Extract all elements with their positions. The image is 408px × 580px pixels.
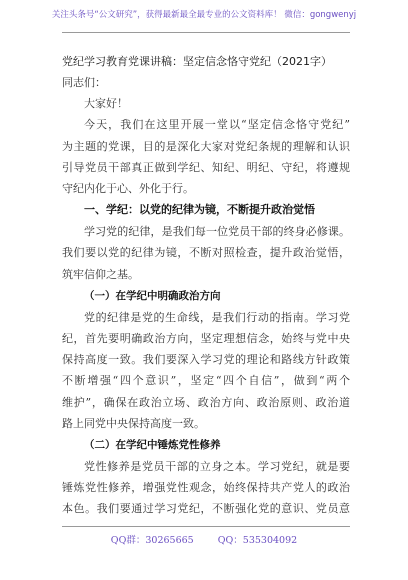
header-promo-note: 关注头条号“公文研究”，获得最新最全最专业的公文资料库！ 微信：gongwenyj [51,10,357,20]
document-title: 党纪学习教育党课讲稿：坚定信念恪守党纪（2021字） [62,55,332,68]
paragraph-line: 筑牢信仰之基。 [62,267,139,281]
paragraph-line: 纪，首先要明确政治方向，坚定理想信念，始终与党中央 [62,332,350,346]
footer-contact [0,532,408,546]
paragraph-line: 路上同党中央保持高度一致。 [62,416,205,430]
subsection-heading: （二）在学纪中锤炼党性修养 [84,439,221,452]
paragraph-line: 学习党的纪律，是我们每一位党员干部的终身必修课。 [84,225,350,239]
paragraph-line: 保持高度一致。我们要深入学习党的理论和路线方针政策 [62,353,350,367]
paragraph-line: 党的纪律是党的生命线，是我们行动的指南。学习党 [84,310,350,324]
subsection-heading: （一）在学纪中明确政治方向 [84,289,221,302]
paragraph-line: 今天，我们在这里开展一堂以“坚定信念恪守党纪” [84,118,350,132]
paragraph-line: 引导党员干部真正做到学纪、知纪、明纪、守纪，将遵规 [62,160,350,174]
document-body [62,51,350,520]
paragraph-line: 不断增强“四个意识”，坚定“四个自信”，做到“两个 [62,374,350,388]
footer-divider [62,526,350,527]
paragraph-line: 我们要以党的纪律为镜，不断对照检查，提升政治觉悟， [62,246,350,260]
salutation: 同志们： [62,76,106,89]
section-heading: 一、学纪：以党的纪律为镜，不断提升政治觉悟 [84,203,315,217]
footer-qq-number: QQ：535304092 [217,535,298,546]
footer-qq-group: QQ群：30265665 [110,535,194,546]
paragraph-line: 维护”，确保在政治立场、政治方向、政治原则、政治道 [62,395,350,409]
greeting: 大家好！ [84,97,128,111]
paragraph-line: 锤炼党性修养，增强党性观念，始终保持共产党人的政治 [62,481,350,495]
paragraph-line: 守纪内化于心、外化于行。 [62,182,194,196]
paragraph-line: 党性修养是党员干部的立身之本。学习党纪，就是要 [84,460,350,474]
header-divider [62,32,350,33]
paragraph-line: 为主题的党课，目的是深化大家对党纪条规的理解和认识 [62,139,350,153]
paragraph-line: 本色。我们要通过学习党纪，不断强化党的意识、党员意 [62,502,350,516]
